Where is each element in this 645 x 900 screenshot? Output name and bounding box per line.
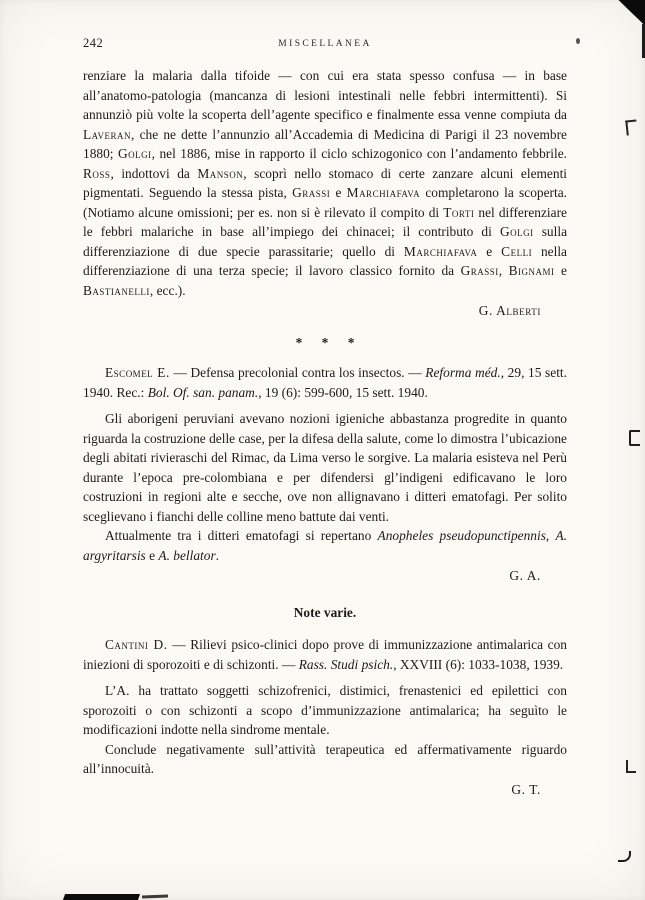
page-header bbox=[83, 36, 567, 50]
person-name: Bignami bbox=[508, 263, 555, 278]
person-name: Manson bbox=[197, 165, 244, 181]
running-title: MISCELLANEA bbox=[278, 39, 372, 49]
work-title: A. bellator bbox=[158, 547, 216, 563]
text-run: Attualmente tra i ditteri ematofagi si repertano bbox=[105, 528, 378, 543]
text-run: Conclude negativamente sull’attività terapeutica ed affermativamente riguardo all’innocuità. bbox=[83, 741, 567, 776]
person-name: Cantini D. bbox=[105, 637, 168, 652]
text-run: e bbox=[554, 263, 567, 278]
page-body bbox=[83, 66, 567, 799]
text-run: . bbox=[215, 547, 220, 563]
text-run: , XXVIII (6): 1033-1038, 1939. bbox=[393, 656, 564, 672]
text-run: , bbox=[545, 528, 556, 543]
section-heading-note-varie: Note varie. bbox=[293, 604, 357, 620]
person-name: Laveran bbox=[83, 126, 132, 142]
scan-artifact-bottom-line bbox=[142, 894, 168, 897]
page-content bbox=[83, 36, 567, 802]
person-name: Bastianelli bbox=[83, 282, 150, 298]
work-title: A. argyritarsis bbox=[83, 528, 568, 563]
person-name: Grassi bbox=[460, 263, 499, 278]
work-title: Reforma méd. bbox=[425, 365, 501, 380]
text-run: nel differenziare le febbri malariche in base all’impiego dei chinacei; il contributo di bbox=[83, 204, 567, 239]
scan-artifact-corner-top-right bbox=[611, 0, 645, 27]
scan-artifact-bottom-bar bbox=[63, 894, 140, 900]
text-run: e bbox=[477, 243, 502, 259]
person-name: Ross bbox=[83, 165, 111, 181]
paragraph-malaria-history bbox=[83, 66, 567, 300]
person-name: Golgi bbox=[117, 146, 152, 161]
text-run: , 29, 15 sett. 1940. Rec.: bbox=[83, 365, 567, 400]
signature-g-t: G. T. bbox=[511, 781, 541, 797]
text-run: , bbox=[498, 263, 509, 278]
text-run: e bbox=[145, 547, 159, 563]
text-run: , che ne dette l’annunzio all’Accademia di Medicina di Parigi il 23 novembre 1880; bbox=[83, 126, 567, 161]
text-run: , nel 1886, mise in rapporto il ciclo schizogonico con l’andamento febbrile. bbox=[151, 146, 567, 161]
page-number: 242 bbox=[83, 36, 104, 50]
person-name: Celli bbox=[501, 243, 533, 259]
signature-g-a: G. A. bbox=[509, 568, 541, 583]
text-run: , 19 (6): 599-600, 15 sett. 1940. bbox=[258, 384, 428, 400]
text-run: , indottovi da bbox=[110, 165, 198, 181]
person-name: Marchiafava bbox=[346, 185, 421, 200]
text-run: , ecc.). bbox=[149, 282, 186, 298]
paragraph-trattamento bbox=[83, 681, 567, 740]
scan-artifact-header-speck bbox=[576, 38, 580, 44]
person-name: Grassi bbox=[292, 185, 331, 200]
entry-cantini bbox=[83, 635, 567, 674]
signature-g-alberti: G. Alberti bbox=[478, 303, 541, 318]
paragraph-conclusione bbox=[83, 740, 567, 779]
text-run: renziare la malaria dalla tifoide — con cui era stata spesso confusa — in base all’anatomo-patologia (mancanza di lesioni intestinali nelle febbri intermittenti). Si annunziò più volte la scoperta dell’agente specifico e finalmente essa venne compiuta da bbox=[83, 68, 567, 122]
scan-artifact-right-hook-2 bbox=[629, 430, 640, 446]
work-title: Bol. Of. san. panam. bbox=[147, 384, 259, 400]
person-name: Torti bbox=[443, 204, 475, 220]
scan-artifact-right-hook-1 bbox=[625, 119, 638, 135]
text-run: e bbox=[330, 185, 347, 200]
work-title: Rass. Studi psich. bbox=[298, 656, 394, 672]
work-title: Anopheles pseudopunctipennis bbox=[377, 528, 546, 543]
person-name: Escomel E. bbox=[105, 365, 170, 380]
text-run: L’A. ha trattato soggetti schizofrenici, distimici, frenastenici ed epilettici con sporozoiti o con schizonti a scopo d’immunizzazione antimalarica; ha seguìto le modificazioni indotte nella sindrome mentale. bbox=[83, 683, 567, 737]
text-run: sulla differenziazione di due specie parassitarie; quello di bbox=[83, 224, 568, 259]
paragraph-ditteri-ematofagi bbox=[83, 526, 567, 565]
section-separator: * * * bbox=[295, 334, 363, 350]
text-run: , scoprì nello stomaco di certe zanzare alcuni elementi pigmentati. Seguendo la stessa pista, bbox=[83, 165, 568, 200]
person-name: Golgi bbox=[499, 224, 534, 239]
entry-escomel bbox=[83, 363, 567, 402]
person-name: Marchiafava bbox=[403, 243, 478, 259]
text-run: nella differenziazione di una terza specie; il lavoro classico fornito da bbox=[83, 243, 567, 278]
text-run: — Rilievi psico-clinici dopo prove di immunizzazione antimalarica con iniezioni di sporozoiti e di schizonti. — bbox=[83, 637, 567, 672]
text-run: Gli aborigeni peruviani avevano nozioni igieniche abbastanza progredite in quanto riguarda la costruzione delle case, per la difesa della salute, come lo dimostra l’ubicazione degli abitati rivieraschi del Rimac, da Lima verso le sorgive. La malaria esisteva nel Perù durante l’epoca pre-colombiana e per difendersi gl’indigeni edificavano le loro costruzioni in regioni alte e secche, ove non allignavano i ditteri ematofagi. Per solito sceglievano i fianchi delle colline meno battute dai venti. bbox=[83, 411, 567, 524]
text-run: — Defensa precolonial contra los insectos. — bbox=[169, 365, 426, 380]
scan-artifact-right-hook-3 bbox=[626, 760, 636, 773]
scan-artifact-bottom-right-hook bbox=[618, 851, 631, 862]
paragraph-aborigeni-peruviani bbox=[83, 409, 567, 526]
text-run: completarono la scoperta. (Notiamo alcune omissioni; per es. non si è rilevato il compito di bbox=[83, 185, 567, 220]
